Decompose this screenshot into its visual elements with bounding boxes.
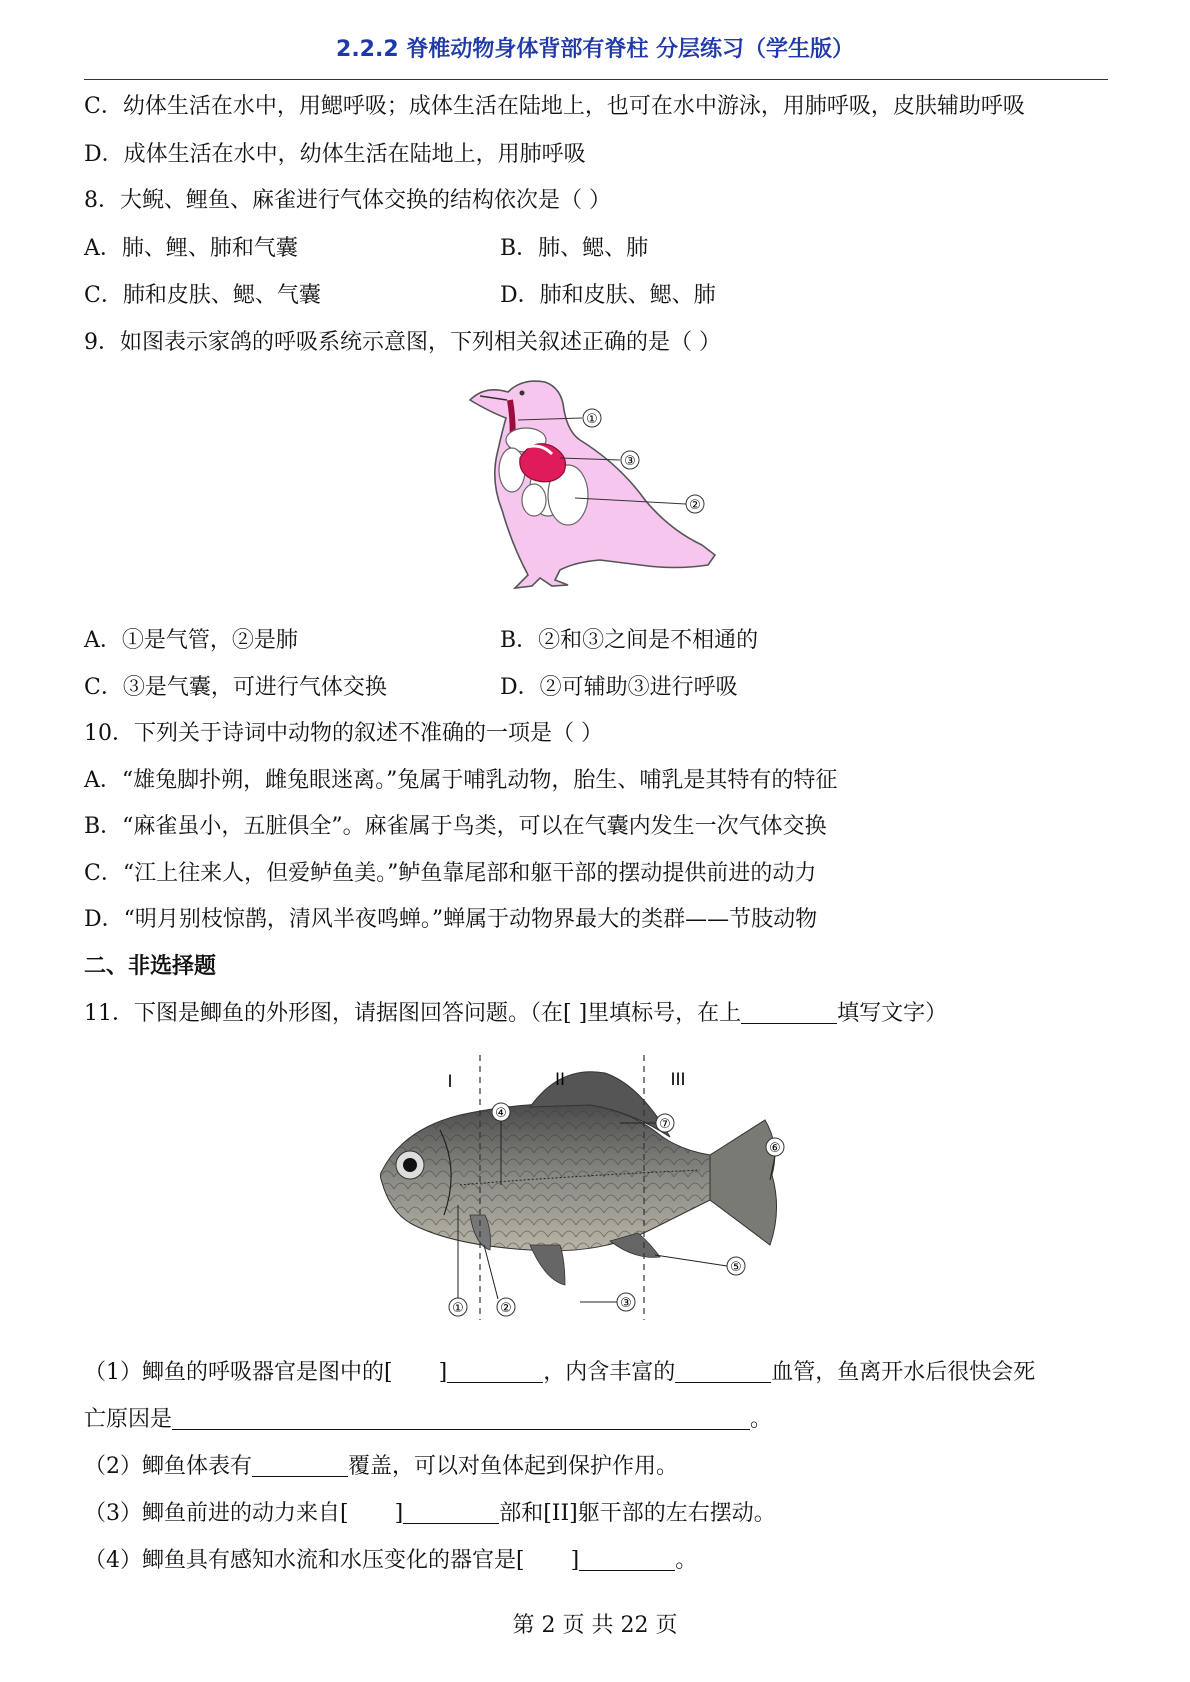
- pointer-line-5: [655, 1255, 727, 1266]
- q10-stem: 10．下列关于诗词中动物的叙述不准确的一项是（ ）: [84, 721, 603, 746]
- q11-p1-text-a: （1）鲫鱼的呼吸器官是图中的[: [84, 1360, 393, 1385]
- q8-option-c: C．肺和皮肤、鳃、气囊: [84, 283, 321, 308]
- q11-p4-text-a: （4）鲫鱼具有感知水流和水压变化的器官是[: [84, 1548, 525, 1573]
- crucian-carp-diagram: [380, 1045, 830, 1335]
- q11-stem: [84, 999, 947, 1029]
- label-2: ②: [500, 1301, 512, 1316]
- q8-option-d: D．肺和皮肤、鳃、肺: [500, 283, 716, 308]
- label-5: ⑤: [730, 1260, 742, 1275]
- q11-p4-text-b: 。: [675, 1548, 698, 1573]
- q11-p3-text-b: 部和[II]躯干部的左右摆动。: [499, 1501, 776, 1526]
- q11-p1-text-d: 亡原因是: [84, 1407, 173, 1432]
- q9-option-c: C．③是气囊，可进行气体交换: [84, 675, 387, 700]
- q11-p2-blank: [252, 1454, 348, 1477]
- q8-option-b: B．肺、鳃、肺: [500, 236, 649, 261]
- q9-option-b: B．②和③之间是不相通的: [500, 628, 759, 653]
- q11-part-3: （3）鲫鱼前进的动力来自[ ] 部和[II]躯干部的左右摆动。: [84, 1501, 776, 1526]
- region-i-label: I: [447, 1072, 453, 1092]
- page-footer: 第 2 页 共 22 页: [512, 1613, 678, 1638]
- label-2: ②: [689, 498, 701, 513]
- pointer-line-2: [484, 1245, 498, 1299]
- q10-option-b: B．“麻雀虽小，五脏俱全”。麻雀属于鸟类，可以在气囊内发生一次气体交换: [84, 814, 827, 839]
- caudal-fin-shape: [710, 1120, 777, 1245]
- label-4: ④: [495, 1106, 507, 1121]
- label-3: ③: [624, 454, 636, 469]
- q10-option-d: D．“明月别枝惊鹊，清风半夜鸣蝉。”蝉属于动物界最大的类群——节肢动物: [84, 907, 818, 932]
- label-6: ⑥: [769, 1141, 781, 1156]
- pigeon-eye: [520, 391, 525, 396]
- q11-p1-blank-3: [172, 1407, 750, 1430]
- label-7: ⑦: [659, 1117, 671, 1132]
- header-rule: [84, 79, 1108, 80]
- q9-option-d: D．②可辅助③进行呼吸: [500, 675, 738, 700]
- q9-option-a: A．①是气管，②是肺: [84, 628, 298, 653]
- section-title: 二、非选择题: [84, 954, 217, 979]
- q11-p1-text-e: 。: [750, 1407, 773, 1432]
- air-sac-lower: [522, 484, 546, 516]
- q7-option-c: C．幼体生活在水中，用鳃呼吸；成体生活在陆地上，也可在水中游泳，用肺呼吸，皮肤辅助呼吸: [84, 94, 1025, 119]
- q11-p2-text-b: 覆盖，可以对鱼体起到保护作用。: [348, 1454, 679, 1479]
- q11-stem-part-b: 填写文字）: [837, 1001, 948, 1026]
- q11-stem-blank: [741, 1001, 837, 1024]
- q11-stem-part-a: 11．下图是鲫鱼的外形图，请据图回答问题。（在[ ]里填标号，在上: [84, 1001, 742, 1026]
- q11-p4-blank: [579, 1548, 675, 1571]
- q11-part-1-line-2: [84, 1405, 772, 1435]
- q11-p1-text-b: ，内含丰富的: [543, 1360, 676, 1385]
- q11-p1-text-c: 血管，鱼离开水后很快会死: [771, 1360, 1036, 1385]
- q10-option-a: A．“雄兔脚扑朔，雌兔眼迷离。”兔属于哺乳动物，胎生、哺乳是其特有的特征: [84, 768, 838, 793]
- pigeon-respiratory-diagram: [460, 370, 730, 605]
- q11-part-2: [84, 1452, 678, 1482]
- fish-eye-pupil: [403, 1158, 417, 1172]
- page-header-title: 2.2.2 脊椎动物身体背部有脊柱 分层练习（学生版）: [336, 37, 854, 62]
- q11-p2-text-a: （2）鲫鱼体表有: [84, 1454, 252, 1479]
- pelvic-fin-shape: [530, 1245, 565, 1285]
- q8-option-a: A．肺、鲤、肺和气囊: [84, 236, 298, 261]
- region-iii-label: III: [670, 1070, 686, 1090]
- q11-p3-text-a: （3）鲫鱼前进的动力来自[: [84, 1501, 349, 1526]
- q11-p3-blank: [403, 1501, 499, 1524]
- q10-option-c: C．“江上往来人，但爱鲈鱼美。”鲈鱼靠尾部和躯干部的摆动提供前进的动力: [84, 861, 817, 886]
- q11-part-4: （4）鲫鱼具有感知水流和水压变化的器官是[ ] 。: [84, 1548, 698, 1573]
- q7-option-d: D．成体生活在水中，幼体生活在陆地上，用肺呼吸: [84, 142, 586, 167]
- label-3: ③: [620, 1296, 632, 1311]
- q9-stem: 9．如图表示家鸽的呼吸系统示意图，下列相关叙述正确的是（ ）: [84, 330, 721, 355]
- label-1: ①: [452, 1301, 464, 1316]
- region-ii-label: II: [554, 1070, 566, 1090]
- q8-stem: 8．大鲵、鲤鱼、麻雀进行气体交换的结构依次是（ ）: [84, 188, 611, 213]
- label-1: ①: [586, 412, 598, 427]
- q11-part-1-line-1: （1）鲫鱼的呼吸器官是图中的[ ] ，内含丰富的 血管，鱼离开水后很快会死: [84, 1360, 1036, 1385]
- q11-p1-blank-1: [447, 1360, 543, 1383]
- q11-p1-blank-2: [675, 1360, 771, 1383]
